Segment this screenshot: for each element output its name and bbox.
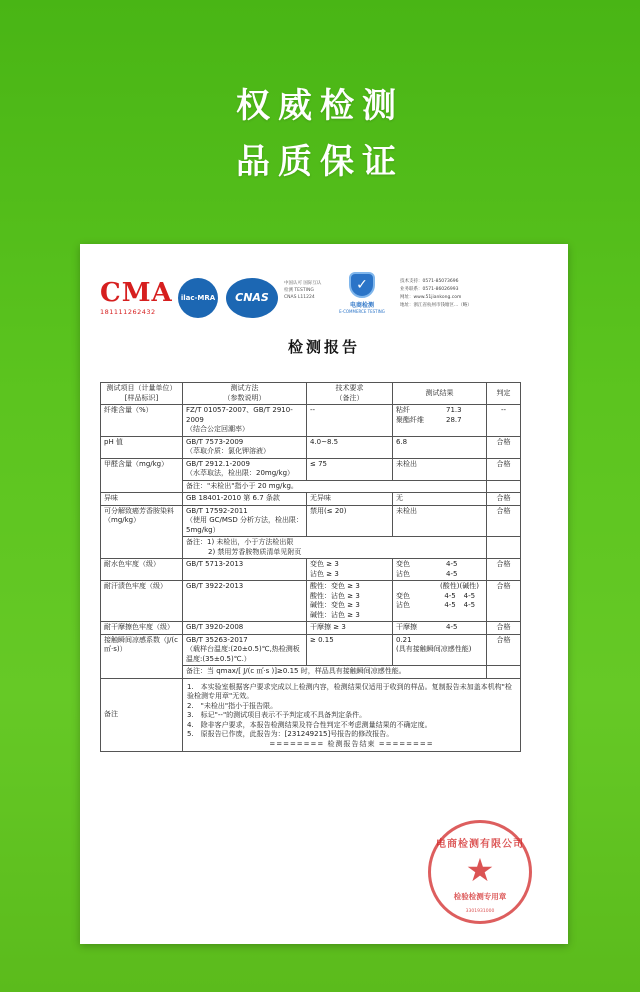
remark-item: 4. 除非客户要求，本报告检测结果及符合性判定不考虑测量结果的不确定度。 <box>187 720 432 729</box>
table-row: 耐汗渍色牢度（级） GB/T 3922-2013 酸性：变色 ≥ 3 酸性：沾色 ≥ 3 碱性：变色 ≥ 3 碱性：沾色 ≥ 3 (酸性)(碱性) 变色 4-5 4-5 沾色 4-5 4-5 合格 <box>101 581 521 622</box>
remarks-row <box>101 678 521 752</box>
cnas-logo: CNAS <box>226 278 278 318</box>
table-note-row: 备注：1) 未检出，小于方法检出限 2) 禁用芳香胺物质清单见附页 <box>101 537 521 559</box>
shield-check-icon: ✓ <box>349 272 375 298</box>
table-row: 异味 GB 18401-2010 第 6.7 条款 无异味 无 合格 <box>101 493 521 506</box>
table-row: 耐水色牢度（级） GB/T 5713-2013 变色 ≥ 3 沾色 ≥ 3 变色 4-5 沾色 4-5 合格 <box>101 559 521 581</box>
table-row: 纤维含量（%） FZ/T 01057-2007、GB/T 2910-2009 （结合公定回潮率） -- 粘纤 71.3 聚酯纤维 28.7 -- <box>101 405 521 437</box>
cma-logo: CMA 181111262432 <box>100 278 173 316</box>
contact-info: 技术支持：0571-85073696 业务联系：0571-86026993 网址：www.51jiankong.com 地址：浙江省杭州市钱塘区...（略） <box>400 279 472 308</box>
headline-line2: 品质保证 <box>236 142 404 182</box>
remark-item: 3. 标记"--"的测试项目表示不予判定或不具备判定条件。 <box>187 711 367 719</box>
report-end-line: ======== 检测报告结束 ======== <box>269 739 434 748</box>
cnas-caption: 中国认可 国际互认 检测 TESTING CNAS L11224 <box>284 281 322 300</box>
remark-item: 2. "未检出"指小于报告限。 <box>187 701 278 710</box>
table-note-row: 备注："未检出"指小于 20 mg/kg。 <box>101 480 521 493</box>
report-paper <box>80 244 568 944</box>
ecommerce-testing-logo: ✓ 电商检测 E-COMMERCE TESTING <box>332 272 392 324</box>
remark-item: 5. 原报告已作废，此报告为：[231249215]号报告的修改报告。 <box>187 730 394 738</box>
headline-line1: 权威检测 <box>236 86 404 126</box>
remarks-label: 备注 <box>101 678 183 752</box>
remark-item: 1. 本实验室根据客户要求完成以上检测内容，检测结果仅适用于收到的样品。复制报告未加盖本机构"检验检测专用章"无效。 <box>187 682 512 700</box>
test-results-table <box>100 382 521 752</box>
official-seal: 电商检测有限公司 ★ 检验检测专用章 3301931000 <box>428 820 532 924</box>
table-note-row: 备注：当 qmax/[ J/(c ㎡·s )]≥0.15 时，样品具有接触瞬间凉感性能。 <box>101 666 521 679</box>
table-row: pH 值 GB/T 7573-2009 （萃取介质：氯化钾溶液） 4.0~8.5 6.8 合格 <box>101 436 521 458</box>
cma-number: 181111262432 <box>100 308 156 316</box>
star-icon: ★ <box>465 851 495 889</box>
report-title: 检测报告 <box>287 338 360 356</box>
table-row: 耐干摩擦色牢度（级） GB/T 3920-2008 干摩擦 ≥ 3 干摩擦 4-5 合格 <box>101 622 521 635</box>
table-row: 甲醛含量（mg/kg） GB/T 2912.1-2009 （水萃取法，检出限：20mg/kg） ≤ 75 未检出 合格 <box>101 458 521 480</box>
table-row: 可分解致癌芳香胺染料（mg/kg） GB/T 17592-2011 （使用 GC/MSD 分析方法，检出限：5mg/kg） 禁用(≤ 20) 未检出 合格 <box>101 505 521 537</box>
table-row: 接触瞬间凉感系数（J/(c ㎡·s)） GB/T 35263-2017 （载样台温度:(20±0.5)℃,热检测板温度:(35±0.5)℃.） ≥ 0.15 0.21 (具有接触瞬间凉感性能) 合格 <box>101 634 521 666</box>
logo-strip <box>100 270 550 330</box>
table-header-row: 测试项目（计量单位） [样品标识] 测试方法 （参数说明） 技术要求 （备注） 测试结果 判定 <box>101 383 521 405</box>
ilac-logo: ilac-MRA <box>178 278 218 318</box>
